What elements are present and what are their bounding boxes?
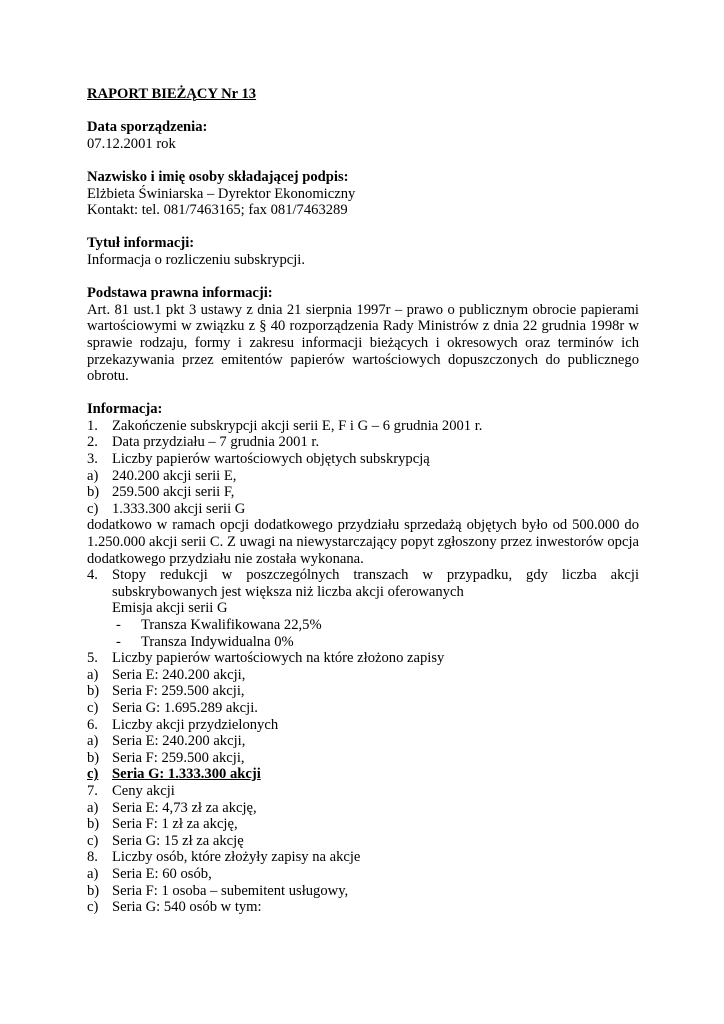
list-item	[87, 650, 639, 667]
sub-marker: c)	[87, 832, 99, 849]
list-item-text: Zakończenie subskrypcji akcji serii E, F i G – 6 grudnia 2001 r.	[112, 417, 483, 434]
sub-marker: a)	[87, 467, 99, 484]
sub-item	[87, 750, 639, 767]
sub-item	[87, 468, 639, 485]
list-marker: 2.	[87, 434, 98, 451]
sub-item-text: Seria F: 259.500 akcji,	[112, 749, 245, 766]
list-item	[87, 567, 639, 600]
list-marker: 6.	[87, 716, 98, 733]
sub-marker: b)	[87, 749, 100, 766]
sub-marker: c)	[87, 766, 99, 783]
dash-item-text: Transza Kwalifikowana 22,5%	[141, 617, 322, 633]
dash-marker: -	[116, 617, 121, 633]
list-item	[87, 451, 639, 468]
list-marker: 8.	[87, 849, 98, 866]
date-value: 07.12.2001 rok	[87, 135, 176, 152]
sub-item	[87, 484, 639, 501]
sub-item-text: Seria G: 1.695.289 akcji.	[112, 699, 258, 716]
report-title: RAPORT BIEŻĄCY Nr 13	[87, 86, 257, 102]
sub-item-text: Seria G: 1.333.300 akcji	[112, 766, 261, 783]
document-page	[87, 86, 639, 916]
sub-item-text: Seria E: 240.200 akcji,	[112, 666, 246, 683]
dash-item-text: Transza Indywidualna 0%	[141, 633, 294, 650]
list-item	[87, 849, 639, 866]
list-marker: 1.	[87, 417, 98, 434]
sub-item-text: Seria F: 1 zł za akcję,	[112, 816, 238, 833]
sub-item	[87, 667, 639, 684]
sub-marker: a)	[87, 799, 99, 816]
sub-item	[87, 501, 639, 518]
dash-item	[87, 634, 639, 651]
list-item-text: Data przydziału – 7 grudnia 2001 r.	[112, 434, 320, 451]
sub-item	[87, 700, 639, 717]
sub-item	[87, 833, 639, 850]
emission-label: Emisja akcji serii G	[112, 600, 228, 617]
signer-name: Elżbieta Świniarska – Dyrektor Ekonomiczny	[87, 185, 356, 202]
sub-item	[87, 800, 639, 817]
sub-item-text: Seria G: 15 zł za akcję	[112, 832, 244, 849]
dash-item	[87, 617, 639, 634]
legal-basis-text: Art. 81 ust.1 pkt 3 ustawy z dnia 21 sierpnia 1997r – prawo o publicznym obrocie papierami wartościowymi w związku z § 40 rozporządzenia Rady Ministrów z dnia 22 grudnia 1998r w sprawie rodzaju, formy i zakresu informacji bieżących i okresowych oraz terminów ich przekazywania przez emitentów papierów wartościowych dopuszczonych do publicznego obrotu.	[87, 301, 639, 385]
sub-marker: a)	[87, 733, 99, 750]
list-item	[87, 418, 639, 435]
sub-item-text: Seria E: 4,73 zł za akcję,	[112, 799, 257, 816]
subject-value: Informacja o rozliczeniu subskrypcji.	[87, 251, 306, 268]
subject-label: Tytuł informacji:	[87, 235, 195, 252]
signer-contact: Kontakt: tel. 081/7463165; fax 081/7463289	[87, 202, 348, 219]
signer-label: Nazwisko i imię osoby składającej podpis:	[87, 168, 349, 185]
sub-item-text: Seria G: 540 osób w tym:	[112, 899, 262, 916]
list-item	[87, 434, 639, 451]
sub-marker: b)	[87, 882, 100, 899]
sub-item-text: Seria F: 259.500 akcji,	[112, 683, 245, 700]
list-item	[87, 783, 639, 800]
sub-item-text: 1.333.300 akcji serii G	[112, 500, 246, 517]
legal-basis-label: Podstawa prawna informacji:	[87, 285, 273, 302]
sub-marker: a)	[87, 666, 99, 683]
sub-marker: b)	[87, 484, 100, 501]
date-label: Data sporządzenia:	[87, 119, 208, 136]
sub-item-text: Seria F: 1 osoba – subemitent usługowy,	[112, 882, 349, 899]
sub-item	[87, 816, 639, 833]
sub-marker: b)	[87, 816, 100, 833]
sub-item	[87, 733, 639, 750]
sub-item	[87, 883, 639, 900]
sub-item-text: Seria E: 240.200 akcji,	[112, 733, 246, 750]
sub-item-text: Seria E: 60 osób,	[112, 865, 212, 882]
sub-marker: c)	[87, 699, 99, 716]
list-item-text: Liczby osób, które złożyły zapisy na akcje	[112, 849, 361, 866]
sub-item	[87, 866, 639, 883]
sub-marker: b)	[87, 683, 100, 700]
list-item-text: Liczby akcji przydzielonych	[112, 716, 279, 733]
sub-item-text: 259.500 akcji serii F,	[112, 484, 235, 501]
dash-marker: -	[116, 633, 121, 650]
list-item	[87, 717, 639, 734]
list-item-text: Ceny akcji	[112, 782, 175, 799]
list-marker: 7.	[87, 782, 98, 799]
list-item-text: Stopy redukcji w poszczególnych transzach w przypadku, gdy liczba akcji subskrybowanych jest większa niż liczba akcji oferowanych	[112, 567, 639, 600]
sub-marker: c)	[87, 500, 99, 517]
sub-marker: a)	[87, 865, 99, 882]
list-marker: 5.	[87, 650, 98, 667]
item3-note: dodatkowo w ramach opcji dodatkowego przydziału sprzedażą objętych było od 500.000 do 1.250.000 akcji serii C. Z uwagi na niewystarczający popyt zgłoszony przez inwestorów opcja dodatkowego przydziału nie została wykonana.	[87, 517, 639, 567]
sub-item	[87, 899, 639, 916]
list-item-text: Liczby papierów wartościowych na które złożono zapisy	[112, 650, 445, 667]
sub-item-text: 240.200 akcji serii E,	[112, 467, 237, 484]
list-item-text: Liczby papierów wartościowych objętych subskrypcją	[112, 451, 430, 468]
sub-item	[87, 683, 639, 700]
information-label: Informacja:	[87, 401, 163, 418]
list-marker: 3.	[87, 451, 98, 468]
sub-item-highlighted	[87, 766, 639, 783]
list-marker: 4.	[87, 567, 98, 584]
sub-marker: c)	[87, 899, 99, 916]
